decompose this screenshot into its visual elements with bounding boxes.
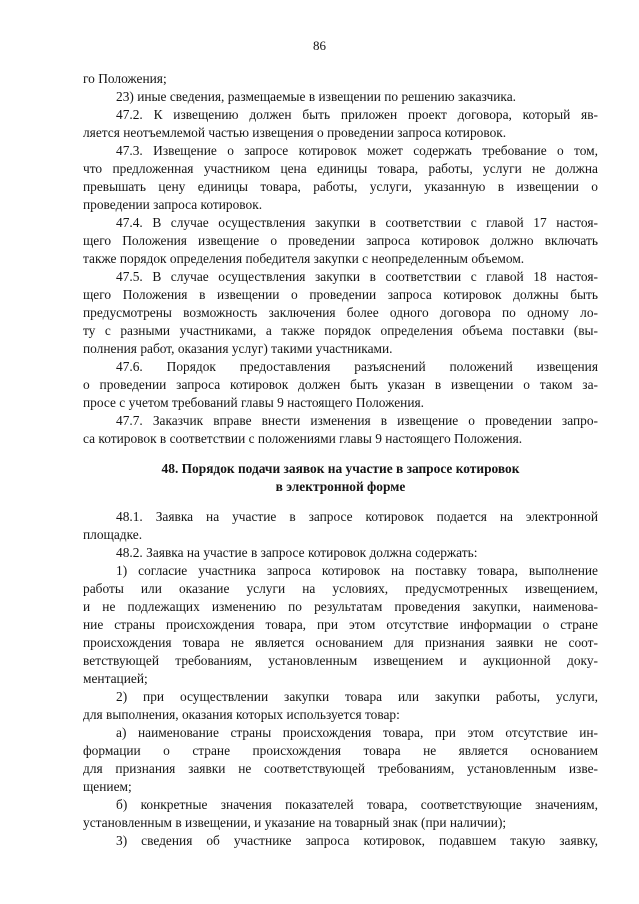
text-line: предусмотрены возможность заключения более одного договора по одному ло- [83,305,598,320]
document-body [83,70,598,850]
section-47-text [83,70,598,448]
text-line: ляется неотъемлемой частью извещения о проведении запроса котировок. [83,125,507,140]
text-line: полнения работ, оказания услуг) такими участниками. [83,341,393,356]
text-line: щением; [83,779,132,794]
text-line: 47.5. В случае осуществления закупки в соответствии с главой 18 настоя- [116,269,598,284]
text-line: 1) согласие участника запроса котировок на поставку товара, выполнение [116,563,598,578]
text-line: 47.6. Порядок предоставления разъяснений положений извещения [116,359,598,374]
text-line: и не подлежащих изменению по результатам проведения закупки, наименова- [83,599,598,614]
text-line: 48.2. Заявка на участие в запросе котировок должна содержать: [116,545,478,560]
text-line: 23) иные сведения, размещаемые в извещении по решению заказчика. [116,89,517,104]
text-line: щего Положения в извещении о проведении запроса котировок должны быть [83,287,598,302]
text-line: щего Положения извещение о проведении запроса котировок должно включать [83,233,598,248]
text-line: для выполнения, оказания которых используется товар: [83,707,400,722]
text-line: 47.7. Заказчик вправе внести изменения в извещение о проведении запро- [116,413,598,428]
heading-line-2: в электронной форме [275,479,406,494]
text-line: ментацией; [83,671,148,686]
text-line: б) конкретные значения показателей товара, соответствующие значениям, [116,797,598,812]
text-line: са котировок в соответствии с положениями главы 9 настоящего Положения. [83,431,523,446]
text-line: установленным в извещении, и указание на товарный знак (при наличии); [83,815,507,830]
text-line: о проведении запроса котировок должен быть указан в извещении о таком за- [83,377,598,392]
text-line: 47.3. Извещение о запросе котировок может содержать требование о том, [116,143,598,158]
text-line: го Положения; [83,71,167,86]
text-line: 47.2. К извещению должен быть приложен проект договора, который яв- [116,107,598,122]
text-line: для признания заявки не соответствующей требованиям, установленным изве- [83,761,598,776]
text-line: работы или оказание услуги на условиях, предусмотренных извещением, [83,581,598,596]
text-line: просе с учетом требований главы 9 настоящего Положения. [83,395,425,410]
text-line: ту с разными участниками, а также порядок определения объема поставки (вы- [83,323,598,338]
heading-line-1: 48. Порядок подачи заявок на участие в запросе котировок [161,461,520,476]
text-line: также порядок определения победителя закупки с неопределенным объемом. [83,251,525,266]
text-line: ветствующей требованиям, установленным извещением и аукционной доку- [83,653,598,668]
text-line: что предложенная участником цена единицы товара, работы, услуги не должна [83,161,598,176]
text-line: 2) при осуществлении закупки товара или закупки работы, услуги, [116,689,598,704]
section-48-text [83,508,598,850]
text-line: превышать цену единицы товара, работы, услуги, указанную в извещении о [83,179,598,194]
section-heading-48 [83,460,598,496]
text-line: площадке. [83,527,143,542]
text-line: 3) сведения об участнике запроса котировок, подавшем такую заявку, [116,833,598,848]
text-line: а) наименование страны происхождения товара, при этом отсутствие ин- [116,725,598,740]
page-number: 86 [313,38,326,53]
text-line: формации о стране происхождения товара не является основанием [83,743,598,758]
text-line: происхождения товара не является основанием для признания заявки не соот- [83,635,598,650]
text-line: 47.4. В случае осуществления закупки в соответствии с главой 17 настоя- [116,215,598,230]
text-line: 48.1. Заявка на участие в запросе котировок подается на электронной [116,509,598,524]
text-line: проведении запроса котировок. [83,197,263,212]
text-line: ние страны происхождения товара, при этом отсутствие информации о стране [83,617,598,632]
